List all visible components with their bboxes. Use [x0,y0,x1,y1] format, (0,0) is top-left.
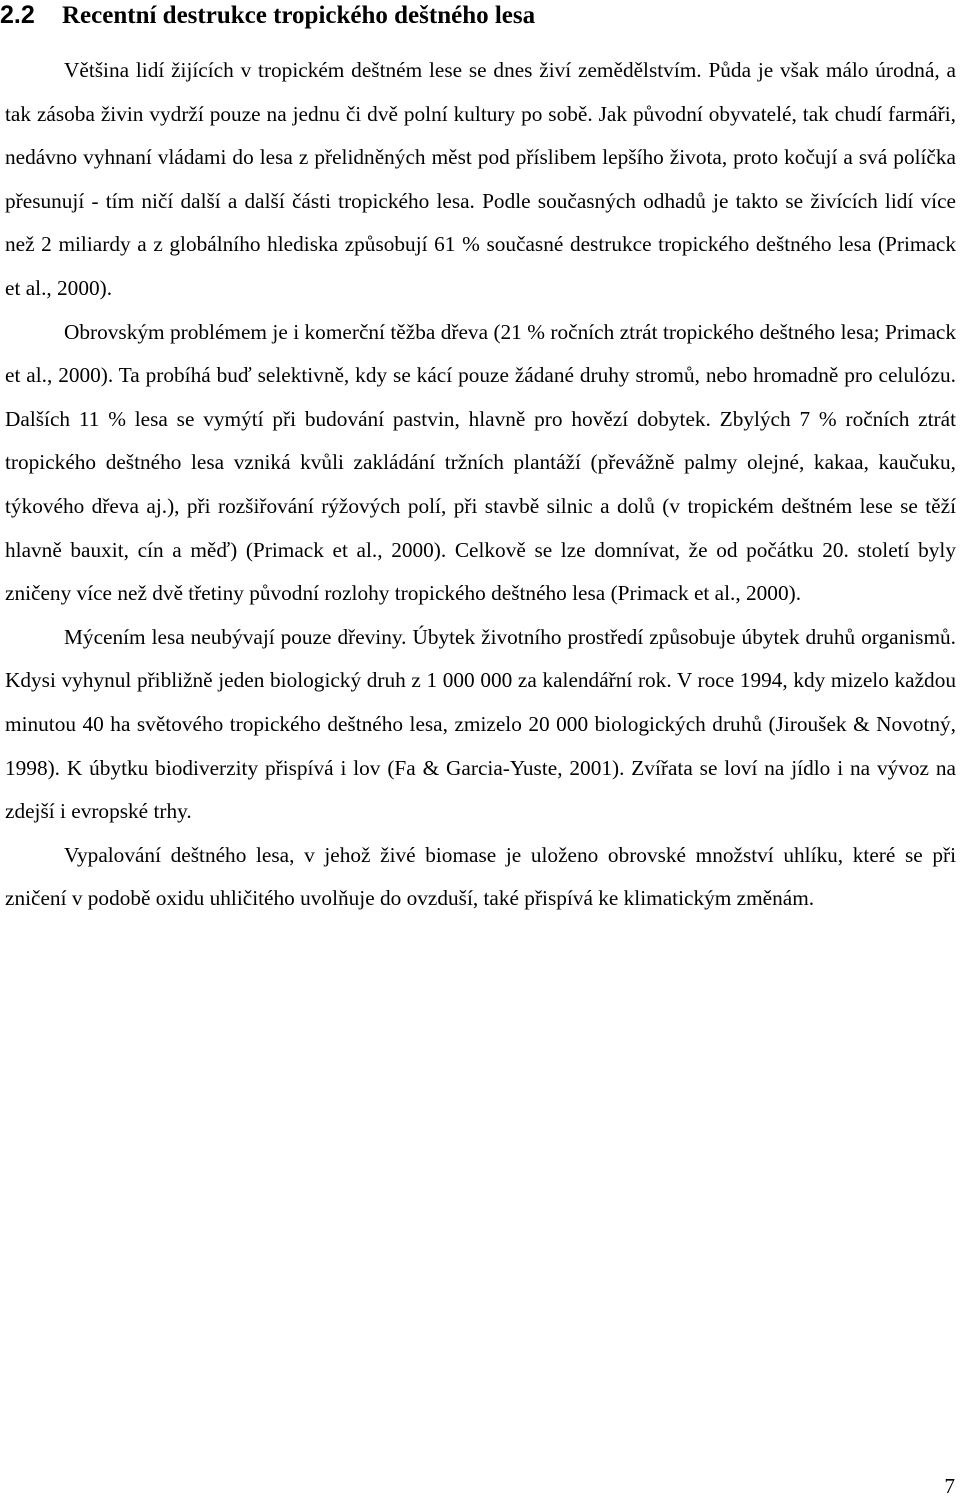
paragraph: Vypalování deštného lesa, v jehož živé biomase je uloženo obrovské množství uhlíku, které se při zničení v podobě oxidu uhličitého uvolňuje do ovzduší, také přispívá ke klimatickým změnám. [5,842,956,911]
section-number: 2.2 [0,1,35,29]
paragraph: Obrovským problémem je i komerční těžba dřeva (21 % ročních ztrát tropického deštného lesa; Primack et al., 2000). Ta probíhá buď selektivně, kdy se kácí pouze žádané druhy stromů, nebo hromadně pro celulózu. Dalších 11 % lesa se vymýtí při budování pastvin, hlavně pro hovězí dobytek. Zbylých 7 % ročních ztrát tropického deštného lesa vzniká kvůli zakládání tržních plantáží (převážně palmy olejné, kakaa, kaučuku, týkového dřeva aj.), při rozšiřování rýžových polí, při stavbě silnic a dolů (v tropickém deštném lese se těží hlavně bauxit, cín a měď) (Primack et al., 2000). Celkově se lze domnívat, že od počátku 20. století byly zničeny více než dvě třetiny původní rozlohy tropického deštného lesa (Primack et al., 2000). [5,319,956,606]
section-title: Recentní destrukce tropického deštného lesa [62,2,536,29]
page-number: 7 [944,1474,955,1498]
paragraph: Většina lidí žijících v tropickém deštném lese se dnes živí zemědělstvím. Půda je však málo úrodná, a tak zásoba živin vydrží pouze na jednu či dvě polní kultury po sobě. Jak původní obyvatelé, tak chudí farmáři, nedávno vyhnaní vládami do lesa z přelidněných měst pod příslibem lepšího života, proto kočují a svá políčka přesunují - tím ničí další a další části tropického lesa. Podle současných odhadů je takto se živících lidí více než 2 miliardy a z globálního hlediska způsobují 61 % současné destrukce tropického deštného lesa (Primack et al., 2000). [5,58,956,300]
paragraph: Mýcením lesa neubývají pouze dřeviny. Úbytek životního prostředí způsobuje úbytek druhů organismů. Kdysi vyhynul přibližně jeden biologický druh z 1 000 000 za kalendářní rok. V roce 1994, kdy mizelo každou minutou 40 ha světového tropického deštného lesa, zmizelo 20 000 biologických druhů (Jiroušek & Novotný, 1998). K úbytku biodiverzity přispívá i lov (Fa & Garcia-Yuste, 2001). Zvířata se loví na jídlo i na vývoz na zdejší i evropské trhy. [5,624,956,824]
section-heading [0,0,535,31]
body-text [5,49,956,921]
